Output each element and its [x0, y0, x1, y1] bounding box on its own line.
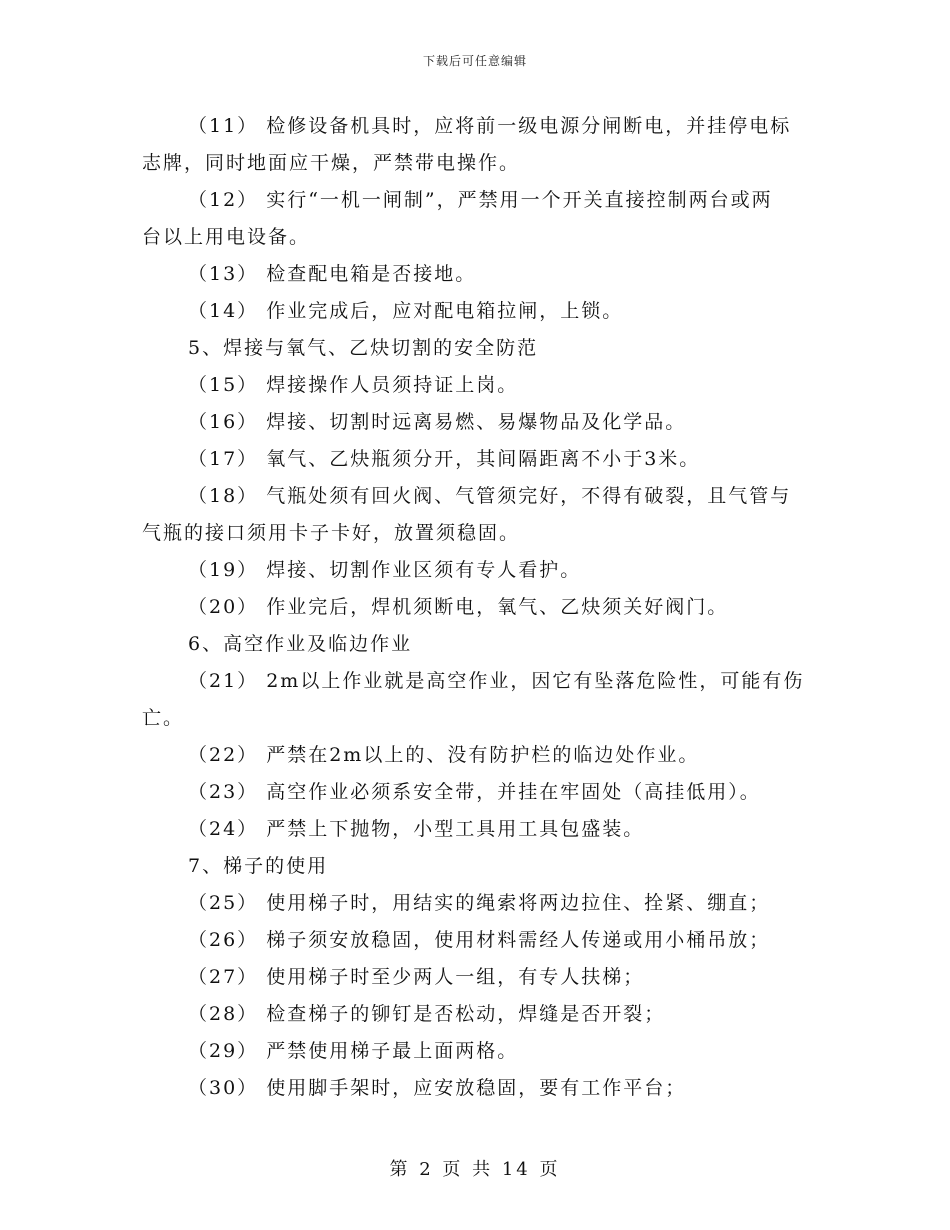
- text-line: （19） 焊接、切割作业区须有专人看护。: [188, 559, 582, 581]
- text-line: （28） 检查梯子的铆钉是否松动，焊缝是否开裂；: [188, 1003, 666, 1025]
- text-line: （16） 焊接、切割时远离易燃、易爆物品及化学品。: [188, 411, 687, 433]
- text-line: 志牌，同时地面应干燥，严禁带电操作。: [142, 152, 521, 174]
- text-line: （25） 使用梯子时，用结实的绳索将两边拉住、拴紧、绷直；: [188, 892, 771, 914]
- text-line: （22） 严禁在2m以上的、没有防护栏的临边处作业。: [188, 744, 700, 766]
- text-line: （23） 高空作业必须系安全带，并挂在牢固处（高挂低用）。: [188, 781, 761, 803]
- page-footer: 第 2 页 共 14 页: [389, 1159, 561, 1180]
- page-header: 下载后可任意编辑: [422, 54, 527, 68]
- text-line: （14） 作业完成后，应对配电箱拉闸，上锁。: [188, 300, 624, 322]
- document-body: [142, 108, 822, 1107]
- text-line: （15） 焊接操作人员须持证上岗。: [188, 374, 519, 396]
- text-line: （13） 检查配电箱是否接地。: [188, 263, 477, 285]
- text-line: 气瓶的接口须用卡子卡好，放置须稳固。: [142, 522, 521, 544]
- text-line: 6、高空作业及临边作业: [188, 633, 413, 655]
- text-line: （27） 使用梯子时至少两人一组，有专人扶梯；: [188, 966, 645, 988]
- text-line: 亡。: [142, 707, 185, 729]
- text-line: （30） 使用脚手架时，应安放稳固，要有工作平台；: [188, 1077, 687, 1099]
- text-line: （12） 实行“一机一闸制”，严禁用一个开关直接控制两台或两: [188, 189, 773, 211]
- text-line: 台以上用电设备。: [142, 226, 311, 248]
- text-line: （26） 梯子须安放稳固，使用材料需经人传递或用小桶吊放；: [188, 929, 771, 951]
- text-line: （29） 严禁使用梯子最上面两格。: [188, 1040, 519, 1062]
- text-line: 5、焊接与氧气、乙炔切割的安全防范: [188, 337, 539, 359]
- text-line: （17） 氧气、乙炔瓶须分开，其间隔距离不小于3米。: [188, 448, 701, 470]
- text-line: （11） 检修设备机具时，应将前一级电源分闸断电，并挂停电标: [188, 115, 792, 137]
- text-line: （18） 气瓶处须有回火阀、气管须完好，不得有破裂，且气管与: [188, 485, 792, 507]
- text-line: （20） 作业完后，焊机须断电，氧气、乙炔须关好阀门。: [188, 596, 729, 618]
- text-line: 7、梯子的使用: [188, 855, 329, 877]
- text-line: （24） 严禁上下抛物，小型工具用工具包盛装。: [188, 818, 645, 840]
- text-line: （21） 2m以上作业就是高空作业，因它有坠落危险性，可能有伤: [188, 670, 805, 692]
